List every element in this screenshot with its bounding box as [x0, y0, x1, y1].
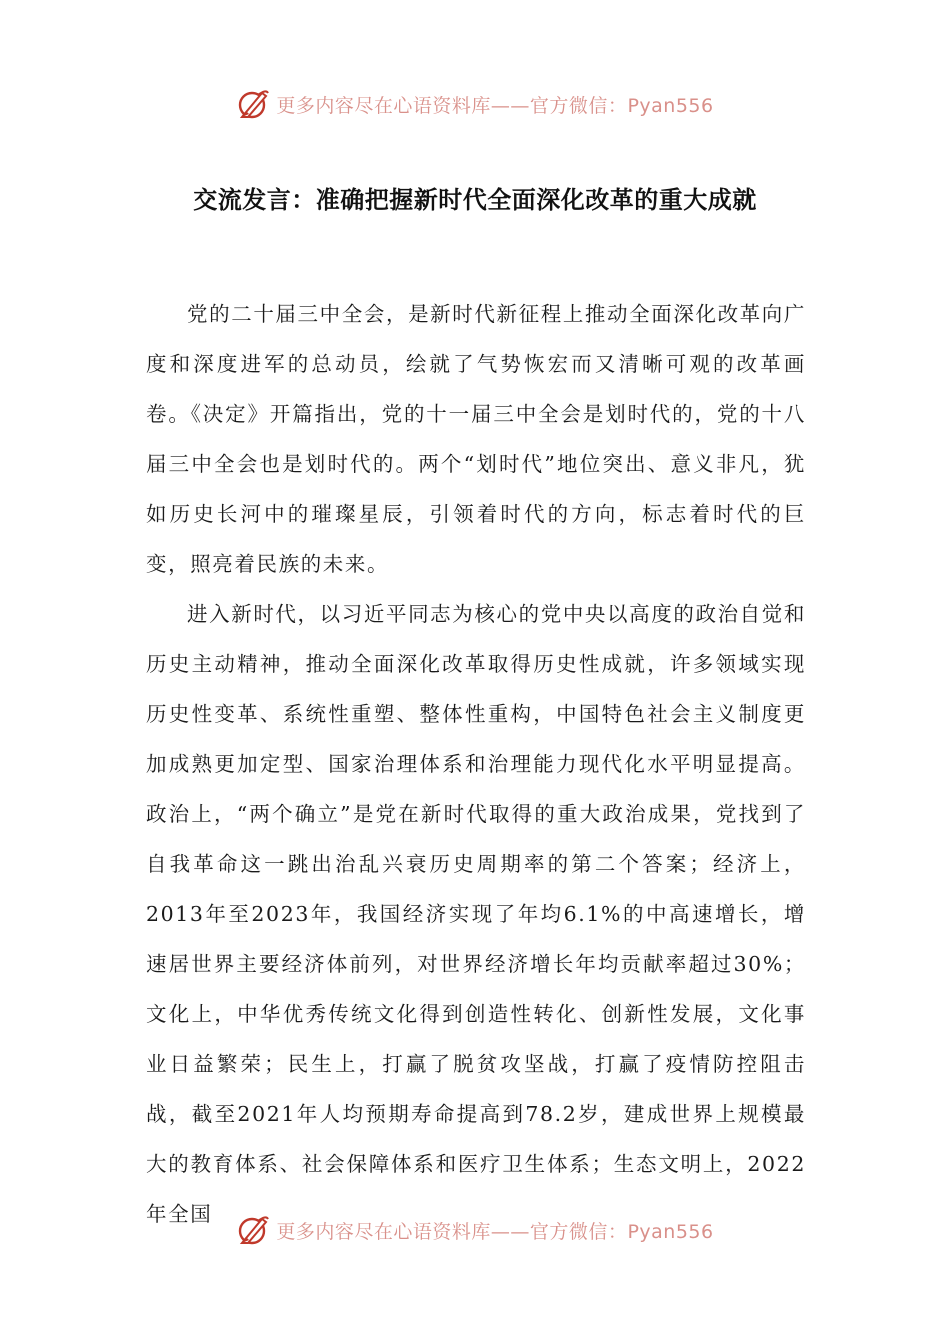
document-title: 交流发言：准确把握新时代全面深化改革的重大成就 [193, 186, 757, 214]
pen-logo-icon [236, 1213, 270, 1247]
header-watermark [0, 84, 950, 124]
watermark-text: 更多内容尽在心语资料库——官方微信：Pyan556 [276, 94, 714, 117]
document-body [146, 289, 806, 1239]
paragraph: 党的二十届三中全会，是新时代新征程上推动全面深化改革向广度和深度进军的总动员，绘就了气势恢宏而又清晰可观的改革画卷。《决定》开篇指出，党的十一届三中全会是划时代的，党的十八届三中全会也是划时代的。两个“划时代”地位突出、意义非凡，犹如历史长河中的璀璨星辰，引领着时代的方向，标志着时代的巨变，照亮着民族的未来。 [146, 302, 806, 576]
paragraph: 进入新时代，以习近平同志为核心的党中央以高度的政治自觉和历史主动精神，推动全面深化改革取得历史性成就，许多领域实现历史性变革、系统性重塑、整体性重构，中国特色社会主义制度更加成熟更加定型、国家治理体系和治理能力现代化水平明显提高。政治上，“两个确立”是党在新时代取得的重大政治成果，党找到了自我革命这一跳出治乱兴衰历史周期率的第二个答案；经济上，2013年至2023年，我国经济实现了年均6.1%的中高速增长，增速居世界主要经济体前列，对世界经济增长年均贡献率超过30%；文化上，中华优秀传统文化得到创造性转化、创新性发展，文化事业日益繁荣；民生上，打赢了脱贫攻坚战，打赢了疫情防控阻击战，截至2021年人均预期寿命提高到78.2岁，建成世界上规模最大的教育体系、社会保障体系和医疗卫生体系；生态文明上，2022年全国 [146, 602, 806, 1226]
pen-logo-icon [236, 87, 270, 121]
watermark-text: 更多内容尽在心语资料库——官方微信：Pyan556 [276, 1220, 714, 1243]
footer-watermark [0, 1210, 950, 1250]
